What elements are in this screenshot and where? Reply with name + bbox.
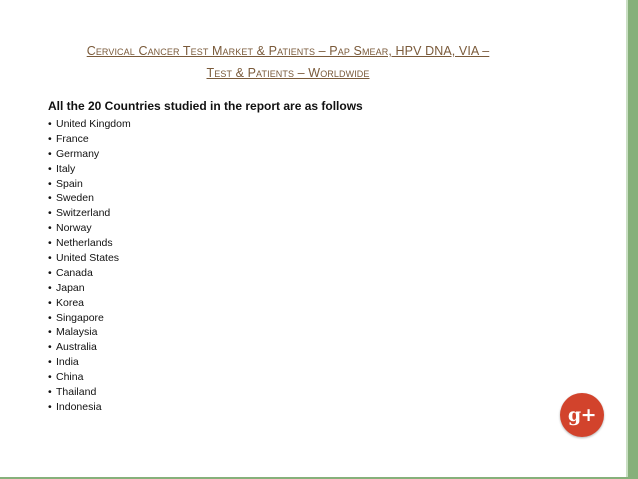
bullet: • [48, 266, 52, 279]
list-item [48, 177, 448, 192]
country-name: United Kingdom [56, 118, 131, 130]
list-item [48, 296, 448, 311]
google-plus-label: g+ [567, 404, 597, 426]
country-name: Australia [56, 341, 97, 354]
country-name: Germany [56, 147, 100, 160]
list-item [48, 191, 448, 206]
list-item [48, 251, 448, 266]
list-item [48, 117, 448, 132]
bullet: • [48, 386, 52, 399]
bullet: • [48, 252, 52, 265]
list-item [48, 132, 448, 147]
slide-border-right [628, 0, 638, 479]
country-list [48, 117, 448, 415]
list-item [48, 325, 448, 340]
list-item [48, 355, 448, 370]
country-name: India [56, 356, 79, 369]
slide-title-line-2: Test & Patients – Worldwide [206, 66, 370, 80]
bullet: • [48, 118, 52, 130]
list-item [48, 340, 448, 355]
country-name: Italy [56, 162, 76, 175]
country-name: Korea [56, 296, 85, 309]
google-plus-icon[interactable] [560, 393, 604, 437]
list-item [48, 370, 448, 385]
slide-title [20, 40, 556, 84]
countries-heading: All the 20 Countries studied in the report are as follows [48, 99, 363, 113]
slide-border-right-inner [626, 0, 628, 479]
list-item [48, 266, 448, 281]
bullet: • [48, 192, 52, 205]
list-item [48, 236, 448, 251]
country-name: Japan [56, 281, 85, 294]
country-name: China [56, 371, 84, 384]
country-name: Netherlands [56, 237, 113, 250]
list-item [48, 206, 448, 221]
country-name: Indonesia [56, 400, 102, 413]
country-name: Canada [56, 266, 93, 279]
list-item [48, 311, 448, 326]
country-name: Malaysia [56, 326, 98, 339]
list-item [48, 221, 448, 236]
country-name: United States [56, 252, 120, 265]
list-item [48, 162, 448, 177]
country-name: Norway [56, 222, 92, 235]
country-name: Switzerland [56, 207, 111, 220]
bullet: • [48, 400, 52, 413]
bullet: • [48, 341, 52, 354]
bullet: • [48, 237, 52, 250]
country-name: Sweden [56, 192, 94, 205]
bullet: • [48, 281, 52, 294]
list-item [48, 281, 448, 296]
bullet: • [48, 371, 52, 384]
list-item [48, 385, 448, 400]
bullet: • [48, 326, 52, 339]
country-name: France [56, 132, 89, 145]
bullet: • [48, 177, 52, 190]
bullet: • [48, 311, 52, 324]
bullet: • [48, 356, 52, 369]
country-name: Singapore [56, 311, 104, 324]
list-item [48, 147, 448, 162]
bullet: • [48, 296, 52, 309]
bullet: • [48, 162, 52, 175]
bullet: • [48, 132, 52, 145]
bullet: • [48, 207, 52, 220]
country-name: Thailand [56, 386, 97, 399]
slide-content [48, 98, 448, 415]
bullet: • [48, 222, 52, 235]
bullet: • [48, 147, 52, 160]
country-name: Spain [56, 177, 83, 190]
list-item [48, 400, 448, 415]
slide-title-line-1: Cervical Cancer Test Market & Patients – Pap Smear, HPV DNA, VIA – [86, 44, 490, 58]
